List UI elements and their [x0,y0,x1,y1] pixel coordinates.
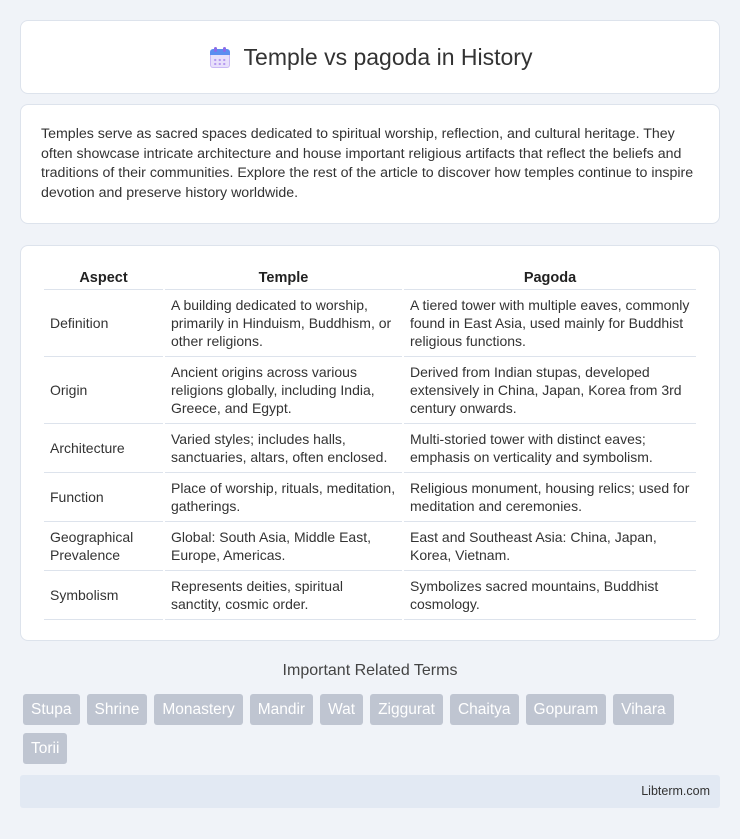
table-row [44,424,696,473]
header-card [20,20,720,94]
tag-ziggurat[interactable]: Ziggurat [370,694,443,725]
cell-pagoda: A tiered tower with multiple eaves, commonly found in East Asia, used mainly for Buddhist religious functions. [404,290,696,357]
comparison-table-card [20,245,720,641]
cell-aspect: Geographical Prevalence [44,522,163,571]
cell-temple: Varied styles; includes halls, sanctuaries, altars, often enclosed. [165,424,402,473]
table-row [44,571,696,620]
column-header-aspect: Aspect [44,266,163,290]
intro-card [20,104,720,224]
calendar-icon [208,45,232,69]
cell-aspect: Definition [44,290,163,357]
tag-gopuram[interactable]: Gopuram [526,694,607,725]
tag-wat[interactable]: Wat [320,694,363,725]
footer [20,775,720,808]
table-header-row [44,266,696,290]
tag-chaitya[interactable]: Chaitya [450,694,519,725]
tag-mandir[interactable]: Mandir [250,694,313,725]
tag-shrine[interactable]: Shrine [87,694,148,725]
intro-text: Temples serve as sacred spaces dedicated to spiritual worship, reflection, and cultural heritage. They often showcase intricate architecture and house important religious artifacts that reflect the beliefs and traditions of their communities. Explore the rest of the article to discover how temples continue to inspire devotion and preserve history worldwide. [41,126,694,201]
column-header-pagoda: Pagoda [404,266,696,290]
cell-temple: Ancient origins across various religions globally, including India, Greece, and Egypt. [165,357,402,424]
cell-aspect: Origin [44,357,163,424]
footer-site-link[interactable]: Libterm.com [641,784,710,798]
cell-pagoda: Symbolizes sacred mountains, Buddhist cosmology. [404,571,696,620]
related-terms-tags [23,694,723,764]
table-row [44,522,696,571]
cell-pagoda: Religious monument, housing relics; used for meditation and ceremonies. [404,473,696,522]
cell-pagoda: Derived from Indian stupas, developed extensively in China, Japan, Korea from 3rd century onwards. [404,357,696,424]
table-row [44,290,696,357]
tag-vihara[interactable]: Vihara [613,694,674,725]
column-header-temple: Temple [165,266,402,290]
cell-temple: Place of worship, rituals, meditation, gatherings. [165,473,402,522]
cell-temple: Represents deities, spiritual sanctity, cosmic order. [165,571,402,620]
cell-aspect: Symbolism [44,571,163,620]
tag-stupa[interactable]: Stupa [23,694,80,725]
cell-aspect: Architecture [44,424,163,473]
table-row [44,357,696,424]
cell-temple: Global: South Asia, Middle East, Europe, Americas. [165,522,402,571]
cell-pagoda: Multi-storied tower with distinct eaves; emphasis on verticality and symbolism. [404,424,696,473]
table-row [44,473,696,522]
tag-torii[interactable]: Torii [23,733,67,764]
related-terms-title: Important Related Terms [282,662,458,679]
tag-monastery[interactable]: Monastery [154,694,242,725]
page-title: Temple vs pagoda in History [243,43,533,70]
cell-pagoda: East and Southeast Asia: China, Japan, Korea, Vietnam. [404,522,696,571]
comparison-table [42,266,698,620]
cell-temple: A building dedicated to worship, primarily in Hinduism, Buddhism, or other religions. [165,290,402,357]
cell-aspect: Function [44,473,163,522]
